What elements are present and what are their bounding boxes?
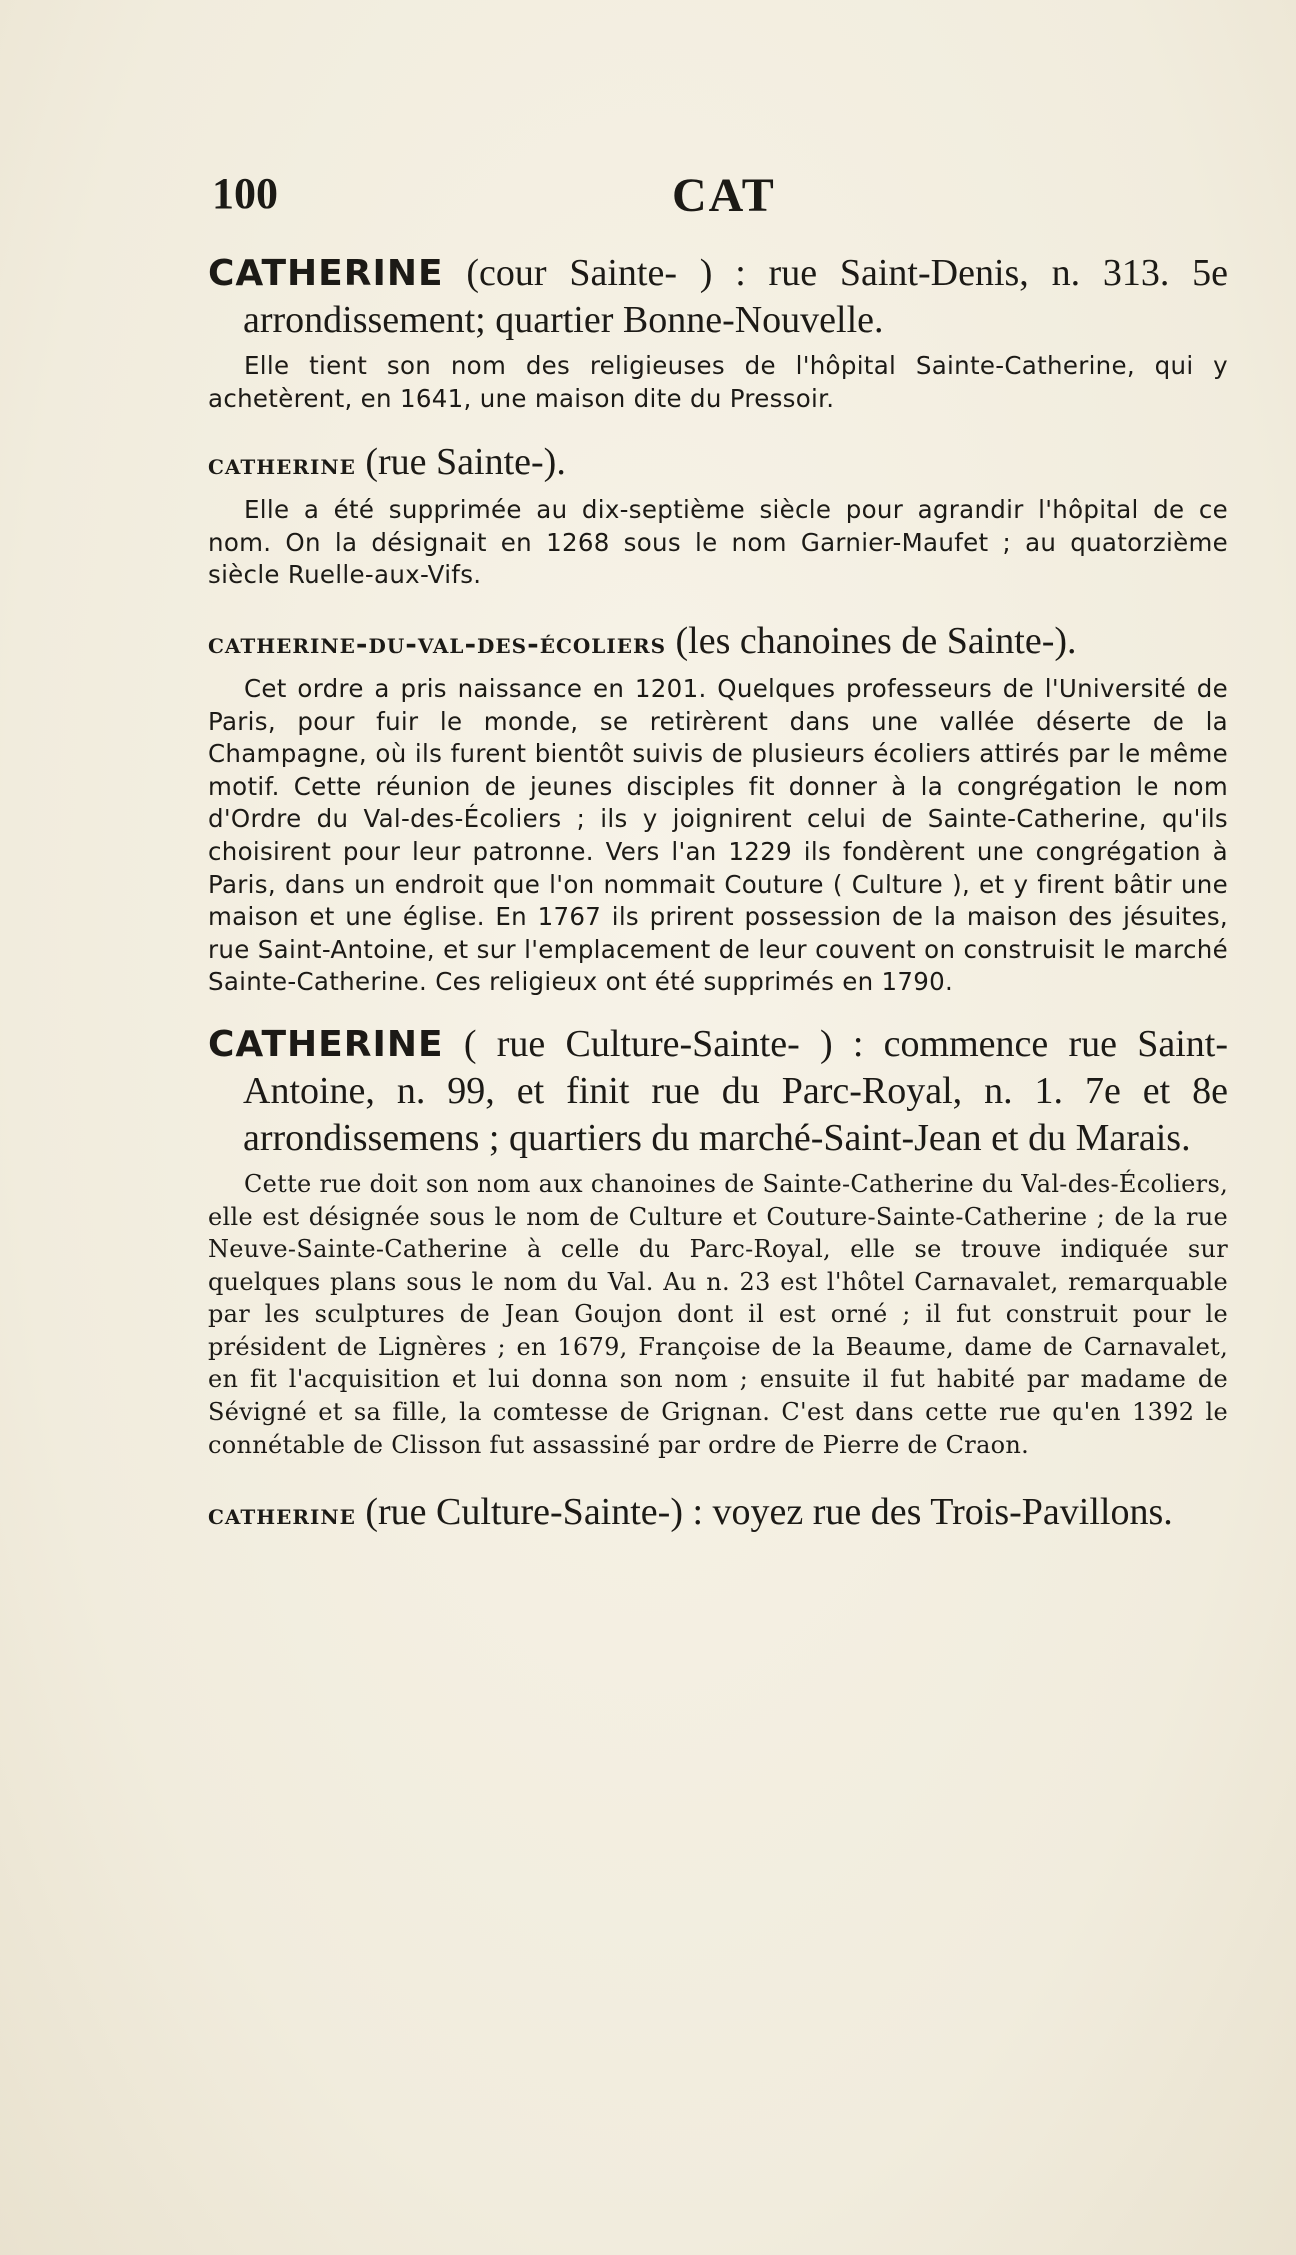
entry-body: Elle tient son nom des religieuses de l'hôpital Sainte-Catherine, qui y achetèrent, en 1641, une maison dite du Pressoir. [208, 351, 1228, 413]
entry-heading-rest: (cour Sainte- ) : rue Saint-Denis, n. 313. 5e arrondissement; quartier Bonne-Nouvelle. [243, 252, 1229, 341]
running-head: CAT [672, 169, 776, 222]
page-number: 100 [212, 169, 278, 218]
entry-heading [208, 250, 1228, 344]
entry-see-also-trois-pavillons [208, 1489, 1228, 1538]
entry-cour-sainte-catherine [208, 250, 1228, 415]
entry-body: Cet ordre a pris naissance en 1201. Quelques professeurs de l'Université de Paris, pour fuir le monde, se retirèrent dans une vallée déserte de la Champagne, où ils furent bientôt suivis de plusieurs écoliers attirés par le même motif. Cette réunion de jeunes disciples fit donner à la congrégation le nom d'Ordre du Val-des-Écoliers ; ils y joignirent celui de Sainte-Catherine, qu'ils choisirent pour leur patronne. Vers l'an 1229 ils fondèrent une congrégation à Paris, dans un endroit que l'on nommait Couture ( Culture ), et y firent bâtir une maison et une église. En 1767 ils prirent possession de la maison des jésuites, rue Saint-Antoine, et sur l'emplacement de leur couvent on construisit le marché Sainte-Catherine. Ces religieux ont été supprimés en 1790. [208, 673, 1228, 997]
entry-heading [208, 618, 1228, 667]
dictionary-content [208, 250, 1228, 1538]
entry-heading [208, 1489, 1228, 1538]
entry-headword: catherine-du-val-des-écoliers [208, 626, 667, 660]
entry-heading-rest: (rue Sainte-). [365, 441, 566, 484]
entry-body: Elle a été supprimée au dix-septième siècle pour agrandir l'hôpital de ce nom. On la désignait en 1268 sous le nom Garnier-Maufet ; au quatorzième siècle Ruelle-aux-Vifs. [208, 495, 1228, 590]
entry-headword: CATHERINE [208, 253, 444, 294]
entry-headword: CATHERINE [208, 1023, 444, 1065]
entry-heading [208, 439, 1228, 488]
entry-heading [208, 1021, 1228, 1162]
entry-body: Cette rue doit son nom aux chanoines de Sainte-Catherine du Val-des-Écoliers, elle est désignée sous le nom de Culture et Couture-Sainte-Catherine ; de la rue Neuve-Sainte-Catherine à celle du Parc-Royal, elle se trouve indiquée sur quelques plans sous le nom du Val. Au n. 23 est l'hôtel Carnavalet, remarquable par les sculptures de Jean Goujon dont il est orné ; il fut construit pour le président de Lignères ; en 1679, Françoise de la Beaume, dame de Carnavalet, en fit l'acquisition et lui donna son nom ; ensuite il fut habité par madame de Sévigné et sa fille, la comtesse de Grignan. C'est dans cette rue qu'en 1392 le connétable de Clisson fut assassiné par ordre de Pierre de Craon. [208, 1169, 1228, 1459]
entry-rue-culture-sainte-catherine [208, 1021, 1228, 1461]
entry-heading-rest: (les chanoines de Sainte-). [675, 619, 1077, 662]
entry-heading-rest: (rue Culture-Sainte-) : voyez rue des Trois-Pavillons. [365, 1491, 1173, 1534]
page-header [212, 168, 1227, 228]
entry-rue-sainte-catherine [208, 439, 1228, 592]
entry-headword: catherine [208, 1498, 356, 1532]
entry-chanoines-val-des-ecoliers [208, 618, 1228, 999]
entry-headword: catherine [208, 448, 356, 482]
entry-heading-rest: ( rue Culture-Sainte- ) : commence rue Saint-Antoine, n. 99, et finit rue du Parc-Royal, n. 1. 7e et 8e arrondissemens ; quartiers du marché-Saint-Jean et du Marais. [243, 1022, 1228, 1159]
